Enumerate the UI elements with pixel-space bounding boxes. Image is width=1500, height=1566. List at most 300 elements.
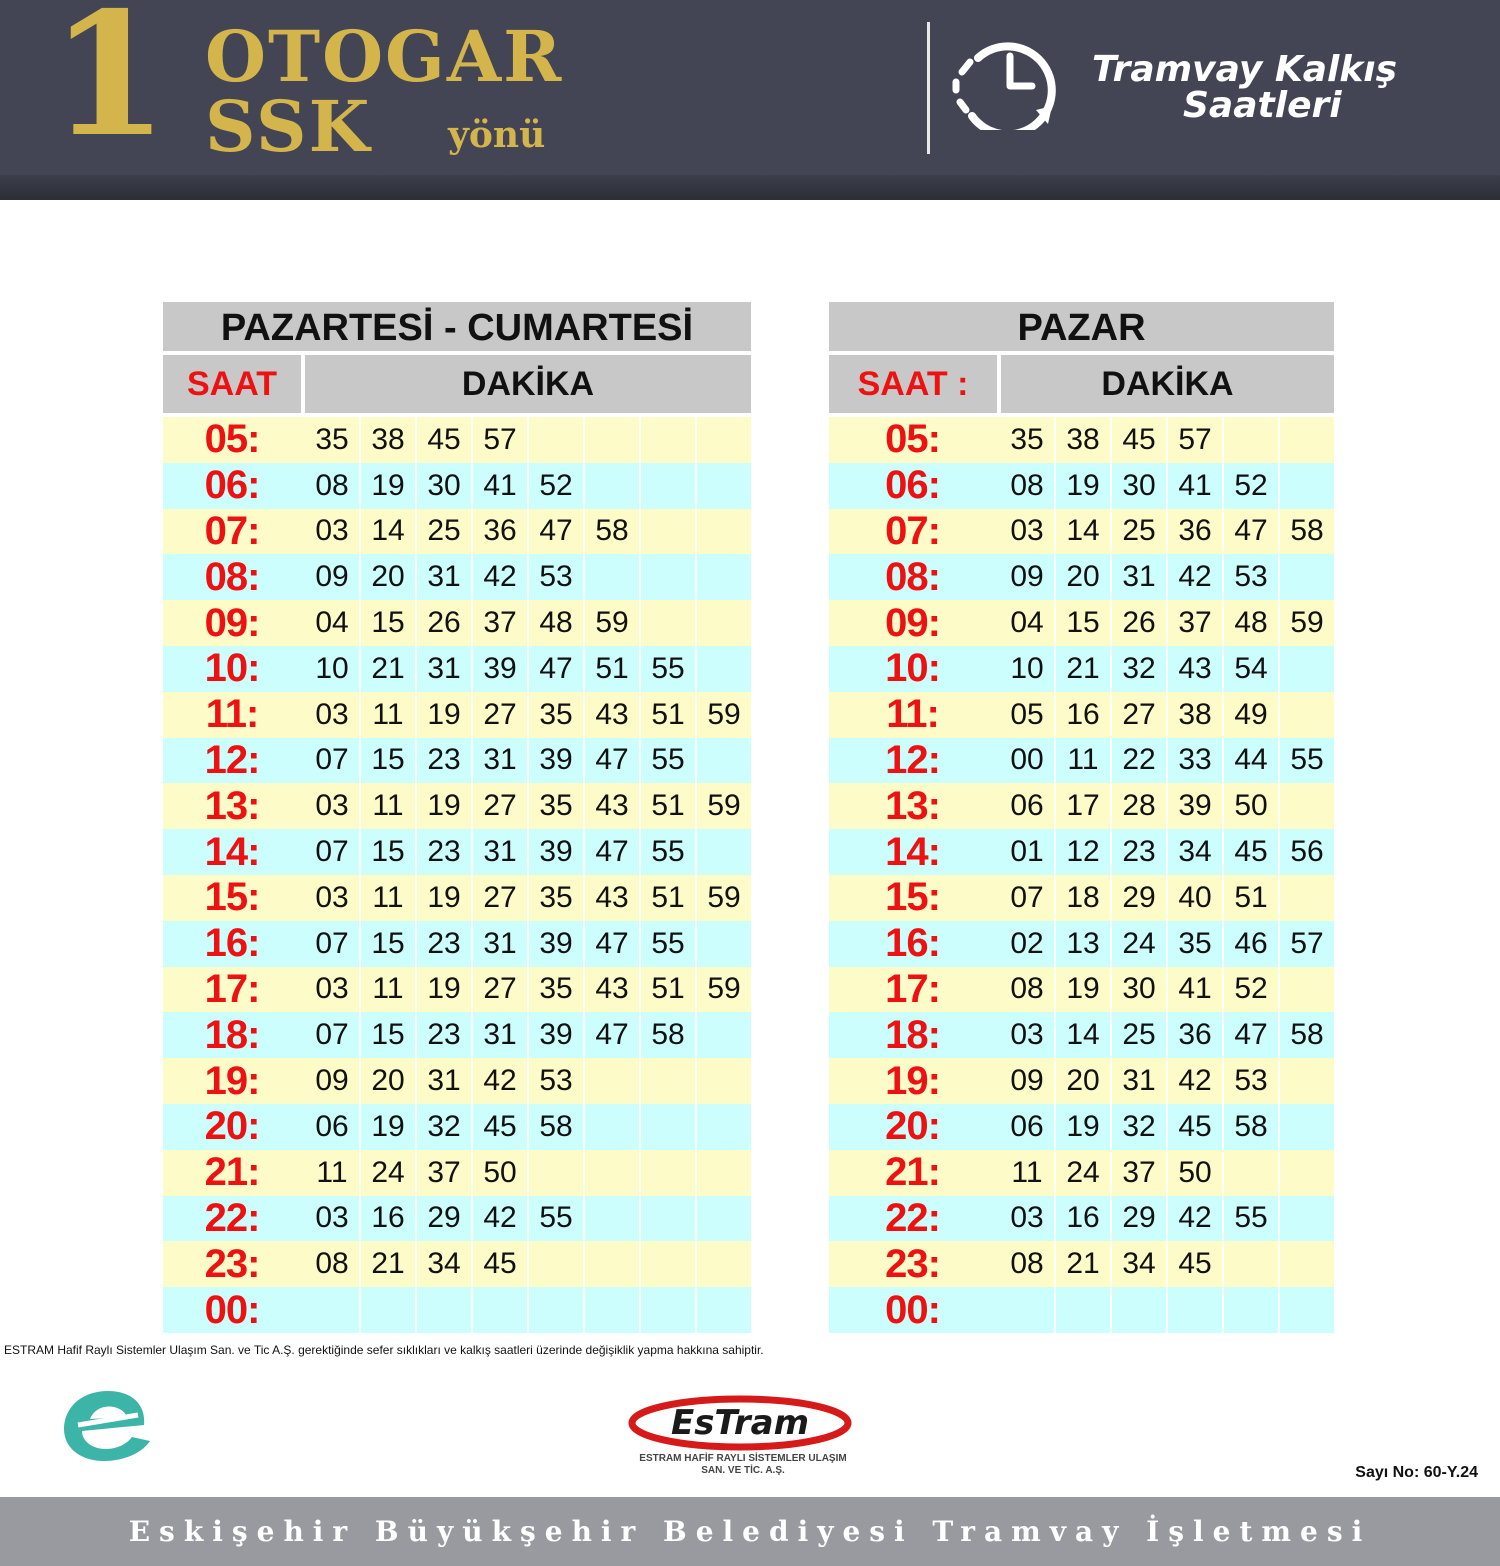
hour-cell: 12:	[204, 737, 260, 782]
sunday-dakika-header: DAKİKA	[1001, 355, 1334, 413]
minute-cell: 07	[315, 926, 349, 960]
hour-cell: 05:	[885, 417, 940, 462]
hour-cell: 22:	[204, 1195, 260, 1240]
minute-cell	[359, 1287, 415, 1333]
minutes-group	[305, 692, 751, 738]
minute-cell: 47	[583, 1012, 639, 1058]
hour-cell: 17:	[885, 966, 940, 1011]
hour-cell: 19:	[885, 1058, 940, 1103]
minutes-group	[305, 509, 751, 555]
weekday-row-18	[163, 1241, 751, 1287]
minute-cell: 56	[1278, 829, 1334, 875]
minute-cell: 25	[415, 509, 471, 555]
minute-cell: 21	[1054, 1241, 1110, 1287]
minute-cell	[1110, 1287, 1166, 1333]
weekday-row-8	[163, 783, 751, 829]
minute-cell	[1278, 783, 1334, 829]
sunday-row-18	[829, 1241, 1334, 1287]
hour-cell: 10:	[885, 646, 940, 691]
minute-cell: 32	[415, 1104, 471, 1150]
minute-cell: 58	[1222, 1104, 1278, 1150]
weekday-row-14	[163, 1058, 751, 1104]
minute-cell: 42	[471, 1196, 527, 1242]
weekday-row-12	[163, 967, 751, 1013]
minutes-group	[1000, 646, 1334, 692]
minute-cell	[583, 417, 639, 463]
minute-cell: 03	[1010, 1018, 1044, 1052]
minute-cell: 39	[471, 646, 527, 692]
minute-cell: 15	[359, 829, 415, 875]
minute-cell: 03	[315, 880, 349, 914]
disclaimer-text: ESTRAM Hafif Raylı Sistemler Ulaşım San. ve Tic A.Ş. gerektiğinde sefer sıklıkları ve kalkış saatleri üzerinde değişiklik yapma hakkına sahiptir.	[4, 1343, 764, 1357]
minute-cell	[695, 1287, 751, 1333]
minute-cell: 53	[527, 1058, 583, 1104]
minute-cell	[1222, 417, 1278, 463]
weekday-title: PAZARTESİ - CUMARTESİ	[163, 302, 751, 351]
minute-cell: 41	[1166, 463, 1222, 509]
minute-cell: 45	[471, 1104, 527, 1150]
sunday-row-16	[829, 1150, 1334, 1196]
weekday-row-19	[163, 1287, 751, 1333]
hour-cell: 09:	[885, 600, 940, 645]
minute-cell: 42	[1166, 1058, 1222, 1104]
minute-cell: 21	[359, 1241, 415, 1287]
minutes-group	[305, 1196, 751, 1242]
minute-cell: 28	[1110, 783, 1166, 829]
minute-cell: 55	[1278, 738, 1334, 784]
sunday-row-0	[829, 417, 1334, 463]
eskisehir-e-logo-icon	[60, 1385, 155, 1465]
minute-cell	[1278, 554, 1334, 600]
minute-cell: 11	[1011, 1155, 1043, 1189]
hour-cell: 05:	[204, 417, 260, 462]
sunday-column-headers	[829, 355, 1334, 413]
minute-cell: 12	[1054, 829, 1110, 875]
minute-cell	[695, 829, 751, 875]
sunday-saat-header: SAAT :	[829, 355, 997, 413]
minutes-group	[305, 783, 751, 829]
minute-cell: 45	[415, 417, 471, 463]
minute-cell: 36	[471, 509, 527, 555]
minute-cell: 11	[1054, 738, 1110, 784]
minutes-group	[1000, 1287, 1334, 1333]
minute-cell: 52	[527, 463, 583, 509]
minutes-group	[1000, 829, 1334, 875]
minute-cell: 20	[1054, 554, 1110, 600]
minute-cell: 38	[359, 417, 415, 463]
sunday-row-14	[829, 1058, 1334, 1104]
minute-cell: 07	[315, 1018, 349, 1052]
hour-cell: 21:	[204, 1150, 260, 1195]
minute-cell: 39	[1166, 783, 1222, 829]
minute-cell: 45	[1166, 1104, 1222, 1150]
sunday-row-12	[829, 967, 1334, 1013]
minute-cell	[583, 1104, 639, 1150]
minute-cell	[639, 600, 695, 646]
weekday-timetable	[163, 302, 751, 1333]
sunday-row-2	[829, 509, 1334, 555]
minute-cell: 34	[415, 1241, 471, 1287]
minute-cell: 35	[527, 875, 583, 921]
minute-cell: 48	[527, 600, 583, 646]
sunday-title: PAZAR	[829, 302, 1334, 351]
minute-cell: 01	[1010, 835, 1044, 869]
minute-cell: 13	[1054, 921, 1110, 967]
minute-cell: 16	[1054, 692, 1110, 738]
minute-cell	[639, 417, 695, 463]
minute-cell: 51	[639, 692, 695, 738]
weekday-row-10	[163, 875, 751, 921]
minute-cell: 31	[471, 1012, 527, 1058]
weekday-row-17	[163, 1196, 751, 1242]
minute-cell: 03	[315, 1201, 349, 1235]
minutes-group	[1000, 1058, 1334, 1104]
minute-cell: 36	[1166, 509, 1222, 555]
minute-cell: 57	[1278, 921, 1334, 967]
sunday-row-19	[829, 1287, 1334, 1333]
hour-cell: 07:	[204, 508, 260, 553]
sunday-row-15	[829, 1104, 1334, 1150]
minute-cell	[695, 1012, 751, 1058]
sunday-row-10	[829, 875, 1334, 921]
minute-cell	[583, 1196, 639, 1242]
minute-cell	[527, 417, 583, 463]
minute-cell	[1278, 967, 1334, 1013]
hour-cell: 00:	[885, 1287, 940, 1332]
minutes-group	[1000, 738, 1334, 784]
minute-cell: 49	[1222, 692, 1278, 738]
weekday-row-5	[163, 646, 751, 692]
minute-cell: 36	[1166, 1012, 1222, 1058]
minute-cell: 15	[359, 1012, 415, 1058]
minute-cell: 43	[583, 967, 639, 1013]
minute-cell: 25	[1110, 509, 1166, 555]
minute-cell	[583, 1150, 639, 1196]
minute-cell: 23	[1110, 829, 1166, 875]
minute-cell: 23	[415, 1012, 471, 1058]
minute-cell: 03	[1010, 514, 1044, 548]
sunday-row-3	[829, 554, 1334, 600]
minute-cell: 27	[471, 783, 527, 829]
minutes-group	[1000, 1012, 1334, 1058]
line-number: 1	[50, 0, 169, 175]
minutes-group	[305, 554, 751, 600]
minute-cell: 19	[415, 783, 471, 829]
minute-cell: 05	[1010, 697, 1044, 731]
minute-cell: 19	[359, 1104, 415, 1150]
hour-cell: 11:	[886, 692, 939, 737]
route-end: SSK	[205, 85, 372, 168]
minute-cell	[639, 554, 695, 600]
minute-cell: 59	[695, 967, 751, 1013]
minute-cell	[1278, 875, 1334, 921]
minute-cell	[1278, 646, 1334, 692]
minute-cell: 42	[471, 554, 527, 600]
minute-cell: 27	[471, 692, 527, 738]
minute-cell: 47	[1222, 1012, 1278, 1058]
minutes-group	[1000, 1241, 1334, 1287]
minute-cell: 03	[1010, 1201, 1044, 1235]
weekday-row-7	[163, 738, 751, 784]
weekday-column-headers	[163, 355, 751, 413]
minutes-group	[305, 600, 751, 646]
minute-cell	[695, 1104, 751, 1150]
minute-cell: 03	[315, 789, 349, 823]
minute-cell	[695, 417, 751, 463]
minute-cell: 31	[415, 646, 471, 692]
minute-cell: 34	[1166, 829, 1222, 875]
clock-icon	[948, 38, 1078, 130]
minute-cell	[639, 1058, 695, 1104]
minute-cell: 51	[639, 967, 695, 1013]
minutes-group	[305, 1241, 751, 1287]
minute-cell	[1278, 692, 1334, 738]
minute-cell: 50	[1166, 1150, 1222, 1196]
minute-cell: 30	[1110, 967, 1166, 1013]
minute-cell: 47	[583, 829, 639, 875]
minute-cell	[695, 554, 751, 600]
minute-cell: 47	[583, 921, 639, 967]
minute-cell: 45	[1166, 1241, 1222, 1287]
minute-cell	[1278, 1150, 1334, 1196]
sunday-row-6	[829, 692, 1334, 738]
minutes-group	[305, 1058, 751, 1104]
minute-cell: 19	[415, 875, 471, 921]
minute-cell: 51	[583, 646, 639, 692]
minute-cell: 07	[315, 835, 349, 869]
minute-cell: 34	[1110, 1241, 1166, 1287]
minute-cell: 15	[359, 600, 415, 646]
minute-cell: 26	[415, 600, 471, 646]
hour-cell: 18:	[885, 1012, 940, 1057]
minute-cell: 22	[1110, 738, 1166, 784]
minutes-group	[1000, 875, 1334, 921]
hour-cell: 08:	[885, 554, 940, 599]
minute-cell: 31	[1110, 1058, 1166, 1104]
weekday-row-11	[163, 921, 751, 967]
hour-cell: 00:	[204, 1287, 260, 1332]
minute-cell: 58	[639, 1012, 695, 1058]
weekday-row-9	[163, 829, 751, 875]
minute-cell	[1278, 463, 1334, 509]
minutes-group	[305, 1150, 751, 1196]
minute-cell	[1278, 1196, 1334, 1242]
hour-cell: 22:	[885, 1195, 940, 1240]
minute-cell	[583, 463, 639, 509]
minute-cell: 30	[1110, 463, 1166, 509]
minute-cell: 33	[1166, 738, 1222, 784]
minutes-group	[1000, 1150, 1334, 1196]
minute-cell: 39	[527, 921, 583, 967]
minute-cell	[695, 1150, 751, 1196]
hour-cell: 11:	[205, 692, 259, 737]
hour-cell: 20:	[204, 1104, 260, 1149]
minute-cell: 08	[315, 468, 349, 502]
hour-cell: 13:	[885, 783, 940, 828]
hour-cell: 14:	[885, 829, 940, 874]
minute-cell: 06	[1010, 789, 1044, 823]
minute-cell: 30	[415, 463, 471, 509]
minute-cell: 31	[471, 829, 527, 875]
minute-cell: 08	[1010, 468, 1044, 502]
minutes-group	[305, 829, 751, 875]
minutes-group	[305, 417, 751, 463]
minute-cell: 21	[359, 646, 415, 692]
minute-cell: 55	[527, 1196, 583, 1242]
minute-cell: 09	[315, 1064, 349, 1098]
weekday-row-4	[163, 600, 751, 646]
minute-cell: 45	[1110, 417, 1166, 463]
minute-cell	[1278, 1287, 1334, 1333]
hour-cell: 06:	[204, 463, 260, 508]
weekday-rows	[163, 417, 751, 1333]
minute-cell: 59	[695, 783, 751, 829]
weekday-row-2	[163, 509, 751, 555]
minute-cell: 10	[1010, 651, 1044, 685]
minute-cell: 29	[415, 1196, 471, 1242]
minutes-group	[305, 1012, 751, 1058]
hour-cell: 16:	[885, 921, 940, 966]
minute-cell: 51	[639, 783, 695, 829]
minute-cell: 35	[315, 422, 349, 456]
hour-cell: 14:	[204, 829, 260, 874]
minute-cell: 43	[1166, 646, 1222, 692]
header-divider	[927, 22, 930, 154]
minute-cell	[639, 463, 695, 509]
minute-cell: 39	[527, 738, 583, 784]
minute-cell: 40	[1166, 875, 1222, 921]
minute-cell	[639, 1241, 695, 1287]
minute-cell: 46	[1222, 921, 1278, 967]
minute-cell	[1222, 1150, 1278, 1196]
minute-cell: 24	[1054, 1150, 1110, 1196]
hour-cell: 17:	[204, 966, 260, 1011]
minute-cell: 35	[1166, 921, 1222, 967]
minute-cell	[695, 646, 751, 692]
minutes-group	[1000, 967, 1334, 1013]
minute-cell	[1054, 1287, 1110, 1333]
minute-cell: 04	[315, 606, 349, 640]
minute-cell: 26	[1110, 600, 1166, 646]
minute-cell: 10	[315, 651, 349, 685]
sunday-row-7	[829, 738, 1334, 784]
minutes-group	[1000, 1104, 1334, 1150]
minute-cell: 11	[359, 967, 415, 1013]
minutes-group	[1000, 509, 1334, 555]
minutes-group	[1000, 692, 1334, 738]
minute-cell: 16	[1054, 1196, 1110, 1242]
hour-cell: 12:	[885, 737, 940, 782]
minute-cell: 58	[527, 1104, 583, 1150]
minute-cell: 51	[639, 875, 695, 921]
minute-cell: 35	[1010, 422, 1044, 456]
minute-cell: 47	[1222, 509, 1278, 555]
minute-cell: 59	[1278, 600, 1334, 646]
minute-cell	[639, 1287, 695, 1333]
sunday-row-11	[829, 921, 1334, 967]
minute-cell: 11	[359, 783, 415, 829]
hour-cell: 23:	[204, 1241, 260, 1286]
minutes-group	[305, 1287, 751, 1333]
minute-cell: 50	[471, 1150, 527, 1196]
minute-cell: 42	[1166, 1196, 1222, 1242]
minute-cell: 03	[315, 697, 349, 731]
minute-cell: 42	[1166, 554, 1222, 600]
sunday-row-1	[829, 463, 1334, 509]
sunday-row-9	[829, 829, 1334, 875]
minute-cell: 47	[527, 646, 583, 692]
minute-cell	[639, 1150, 695, 1196]
minute-cell: 59	[695, 875, 751, 921]
minute-cell	[1000, 1287, 1054, 1333]
sunday-row-13	[829, 1012, 1334, 1058]
minute-cell: 29	[1110, 875, 1166, 921]
minute-cell: 00	[1010, 743, 1044, 777]
minute-cell: 48	[1222, 600, 1278, 646]
minute-cell	[527, 1287, 583, 1333]
minute-cell: 55	[1222, 1196, 1278, 1242]
minutes-group	[1000, 463, 1334, 509]
hour-cell: 06:	[885, 463, 940, 508]
minute-cell: 03	[315, 514, 349, 548]
route-direction: yönü	[448, 114, 546, 156]
minute-cell: 15	[359, 738, 415, 784]
weekday-row-1	[163, 463, 751, 509]
minute-cell	[583, 1058, 639, 1104]
minute-cell: 29	[1110, 1196, 1166, 1242]
minute-cell: 08	[315, 1247, 349, 1281]
minute-cell: 44	[1222, 738, 1278, 784]
minute-cell: 21	[1054, 646, 1110, 692]
minute-cell: 32	[1110, 646, 1166, 692]
minute-cell	[695, 600, 751, 646]
minute-cell	[639, 509, 695, 555]
minute-cell: 27	[1110, 692, 1166, 738]
minute-cell: 18	[1054, 875, 1110, 921]
timetable-subtitle: Saatleri	[1183, 85, 1342, 126]
minute-cell: 39	[527, 829, 583, 875]
minute-cell: 20	[359, 554, 415, 600]
minute-cell: 11	[316, 1155, 348, 1189]
minute-cell: 31	[471, 738, 527, 784]
minutes-group	[305, 921, 751, 967]
minute-cell	[639, 1104, 695, 1150]
minute-cell: 19	[1054, 967, 1110, 1013]
minute-cell	[583, 554, 639, 600]
minute-cell	[695, 463, 751, 509]
minute-cell	[527, 1241, 583, 1287]
minutes-group	[1000, 417, 1334, 463]
route-start: OTOGAR	[205, 15, 564, 98]
minute-cell: 03	[315, 972, 349, 1006]
weekday-row-16	[163, 1150, 751, 1196]
minute-cell: 24	[1110, 921, 1166, 967]
minute-cell	[471, 1287, 527, 1333]
sunday-row-17	[829, 1196, 1334, 1242]
minute-cell: 58	[1278, 1012, 1334, 1058]
weekday-row-15	[163, 1104, 751, 1150]
minutes-group	[305, 1104, 751, 1150]
minute-cell: 37	[1110, 1150, 1166, 1196]
minute-cell: 38	[1166, 692, 1222, 738]
hour-cell: 10:	[204, 646, 260, 691]
hour-cell: 15:	[204, 875, 260, 920]
hour-cell: 16:	[204, 921, 260, 966]
minute-cell: 57	[471, 417, 527, 463]
minute-cell	[1278, 1241, 1334, 1287]
hour-cell: 21:	[885, 1150, 940, 1195]
minute-cell: 04	[1010, 606, 1044, 640]
